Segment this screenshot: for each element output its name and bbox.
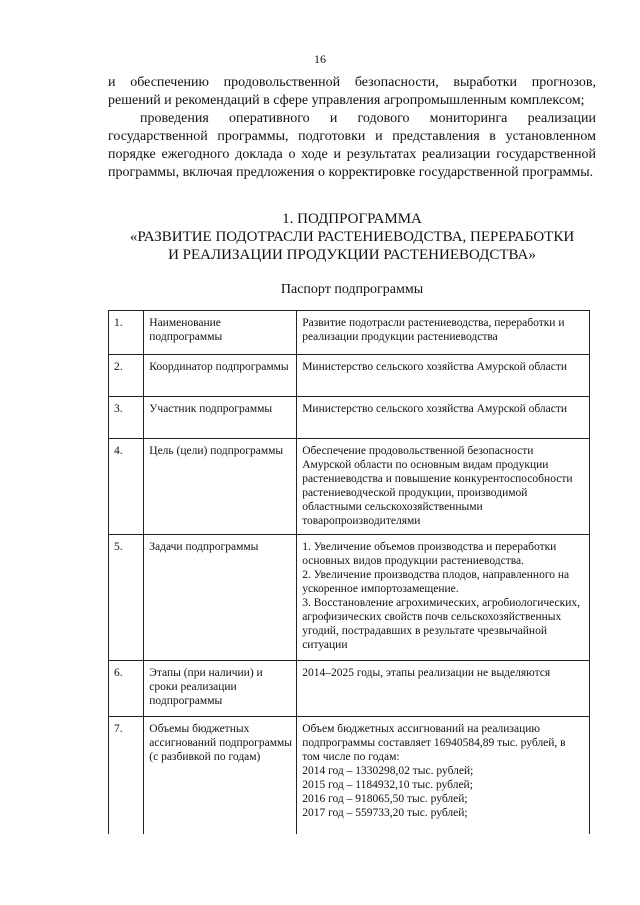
row-value	[297, 717, 590, 835]
row-number: 4.	[109, 439, 144, 535]
row-value-line: 1. Увеличение объемов производства и переработки основных видов продукции растениеводства.	[302, 541, 557, 567]
row-value-line: 2014 год – 1330298,02 тыс. рублей;	[302, 765, 474, 777]
row-value-line: 2. Увеличение производства плодов, направленного на ускоренное импортозамещение.	[302, 569, 570, 595]
row-number: 1.	[109, 311, 144, 355]
row-number: 3.	[109, 397, 144, 439]
row-name: Цель (цели) подпрограммы	[144, 439, 297, 535]
row-value-line: 2014–2025 годы, этапы реализации не выделяются	[302, 667, 551, 679]
row-value-line: 2016 год – 918065,50 тыс. рублей;	[302, 793, 468, 805]
section-title	[108, 210, 596, 264]
table-row	[109, 717, 590, 835]
row-value-line: Развитие подотрасли растениеводства, переработки и реализации продукции растениеводства	[302, 317, 565, 343]
row-value	[297, 311, 590, 355]
section-title-line-3: И РЕАЛИЗАЦИИ ПРОДУКЦИИ РАСТЕНИЕВОДСТВА»	[168, 247, 536, 263]
page-number: 16	[314, 52, 326, 66]
table-row	[109, 535, 590, 661]
row-value	[297, 661, 590, 717]
row-value-line: Обеспечение продовольственной безопасности Амурской области по основным видам продукции растениеводства и повышение конкурентоспособности растениеводческой продукции, производимой областными сельскохозяйственными товаропроизводителями	[302, 445, 573, 527]
table-row	[109, 661, 590, 717]
row-name: Наименование подпрограммы	[144, 311, 297, 355]
table-row	[109, 355, 590, 397]
passport-title: Паспорт подпрограммы	[280, 282, 424, 297]
intro-paragraph-1: и обеспечению продовольственной безопасности, выработки прогнозов, решений и рекомендаций в сфере управления агропромышленным комплексом;	[108, 75, 596, 108]
row-number: 2.	[109, 355, 144, 397]
intro-text	[108, 74, 596, 182]
intro-paragraph-2: проведения оперативного и годового мониторинга реализации государственной программы, подготовки и представления в установленном порядке ежегодного доклада о ходе и результатах реализации государственной программы, включая предложения о корректировке государственной программы.	[108, 111, 596, 180]
row-name: Задачи подпрограммы	[144, 535, 297, 661]
row-value	[297, 355, 590, 397]
row-number: 6.	[109, 661, 144, 717]
row-value	[297, 397, 590, 439]
row-number: 7.	[109, 717, 144, 835]
row-number: 5.	[109, 535, 144, 661]
row-value-line: 2017 год – 559733,20 тыс. рублей;	[302, 807, 468, 819]
row-name: Этапы (при наличии) и сроки реализации подпрограммы	[144, 661, 297, 717]
row-name: Объемы бюджетных ассигнований подпрограммы (с разбивкой по годам)	[144, 717, 297, 835]
row-value	[297, 535, 590, 661]
row-value-line: 3. Восстановление агрохимических, агробиологических, агрофизических свойств почв сельскохозяйственных угодий, пострадавших в результате чрезвычайной ситуации	[302, 597, 581, 651]
section-title-line-2: «РАЗВИТИЕ ПОДОТРАСЛИ РАСТЕНИЕВОДСТВА, ПЕРЕРАБОТКИ	[129, 229, 575, 245]
row-name: Участник подпрограммы	[144, 397, 297, 439]
row-value-line: 2015 год – 1184932,10 тыс. рублей;	[302, 779, 473, 791]
row-name: Координатор подпрограммы	[144, 355, 297, 397]
row-value	[297, 439, 590, 535]
passport-table	[108, 310, 590, 834]
table-row	[109, 439, 590, 535]
table-row	[109, 311, 590, 355]
section-title-line-1: 1. ПОДПРОГРАММА	[282, 211, 422, 227]
row-value-line: Министерство сельского хозяйства Амурской области	[302, 361, 568, 373]
table-row	[109, 397, 590, 439]
row-value-line: Объем бюджетных ассигнований на реализацию подпрограммы составляет 16940584,89 тыс. рублей, в том числе по годам:	[302, 723, 566, 763]
row-value-line: Министерство сельского хозяйства Амурской области	[302, 403, 568, 415]
